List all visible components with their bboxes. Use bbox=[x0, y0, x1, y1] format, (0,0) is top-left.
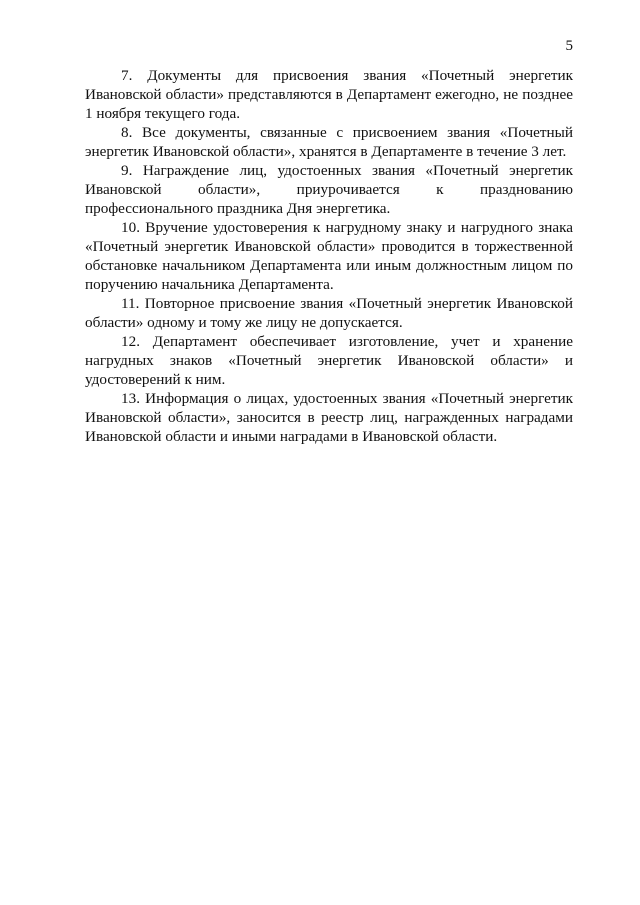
page-number: 5 bbox=[565, 38, 573, 54]
paragraph-7: 7. Документы для присвоения звания «Почетный энергетик Ивановской области» представляются в Департамент ежегодно, не позднее 1 ноября текущего года. bbox=[85, 67, 573, 122]
paragraph-12: 12. Департамент обеспечивает изготовление, учет и хранение нагрудных знаков «Почетный энергетик Ивановской области» и удостоверений к ним. bbox=[85, 333, 573, 388]
document-body bbox=[85, 66, 573, 446]
paragraph-10: 10. Вручение удостоверения к нагрудному знаку и нагрудного знака «Почетный энергетик Ивановской области» проводится в торжественной обстановке начальником Департамента или иным должностным лицом по поручению начальника Департамента. bbox=[85, 219, 573, 293]
paragraph-11: 11. Повторное присвоение звания «Почетный энергетик Ивановской области» одному и тому же лицу не допускается. bbox=[85, 295, 573, 331]
paragraph-8: 8. Все документы, связанные с присвоением звания «Почетный энергетик Ивановской области», хранятся в Департаменте в течение 3 лет. bbox=[85, 124, 573, 160]
paragraph-9: 9. Награждение лиц, удостоенных звания «Почетный энергетик Ивановской области», приурочивается к празднованию профессионального праздника Дня энергетика. bbox=[85, 162, 573, 217]
paragraph-13: 13. Информация о лицах, удостоенных звания «Почетный энергетик Ивановской области», заносится в реестр лиц, награжденных наградами Ивановской области и иными наградами в Ивановской области. bbox=[85, 390, 573, 445]
